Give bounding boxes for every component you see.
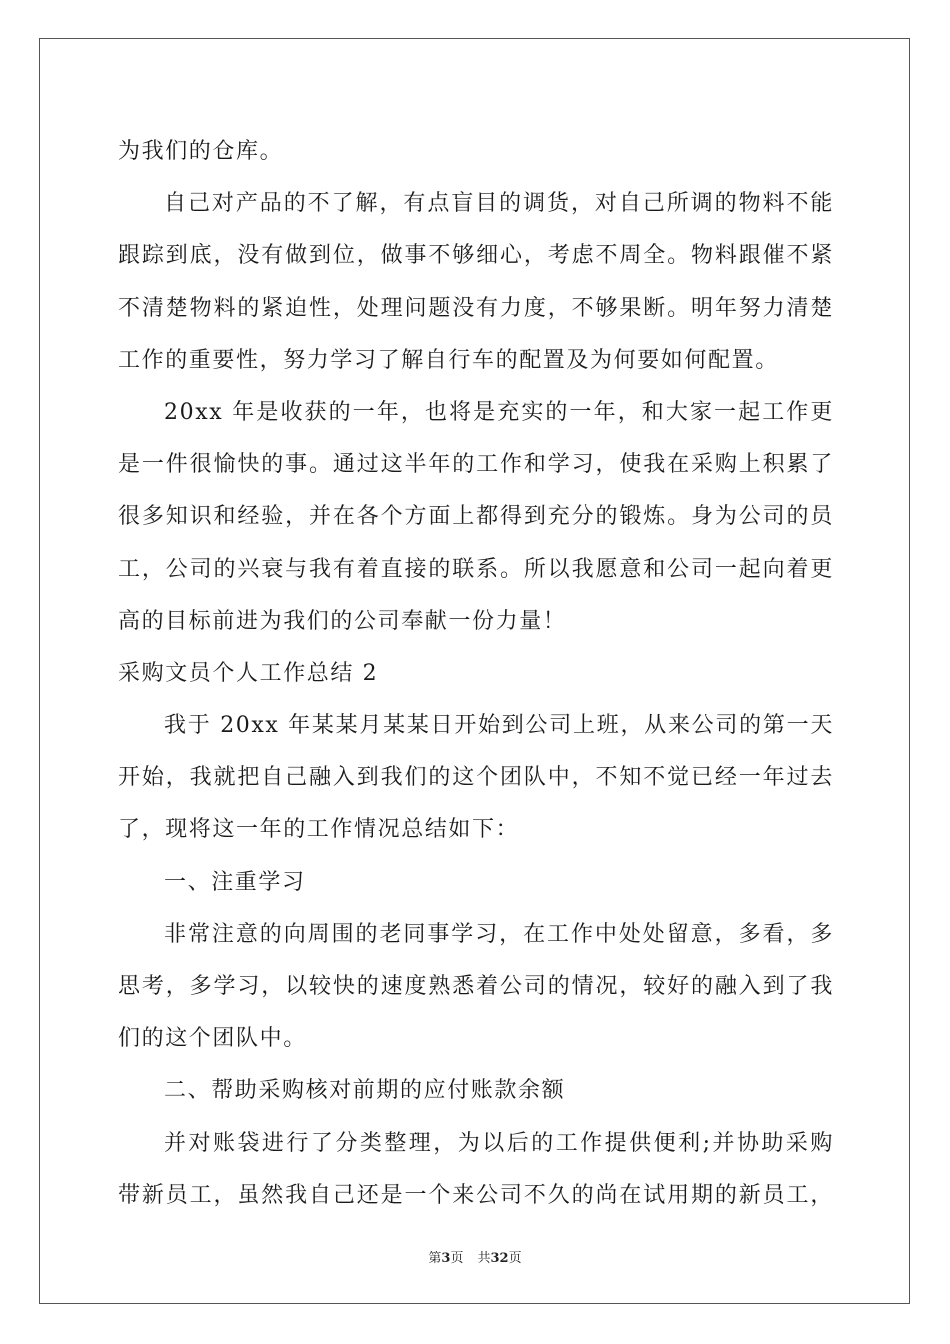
text-line: 非常注意的向周围的老同事学习，在工作中处处留意，多看，多 — [164, 921, 834, 947]
text-line: 二、帮助采购核对前期的应付账款余额 — [164, 1078, 566, 1104]
page-number: 3 — [441, 1251, 451, 1266]
text-line: 思考，多学习，以较快的速度熟悉着公司的情况，较好的融入到了我 — [118, 974, 834, 999]
total-suffix: 页 — [508, 1251, 522, 1266]
text-line: 工，公司的兴衰与我有着直接的联系。所以我愿意和公司一起向着更 — [118, 556, 834, 582]
text-line: 工作的重要性，努力学习了解自行车的配置及为何要如何配置。 — [118, 347, 779, 373]
text-line: 一、注重学习 — [164, 869, 306, 895]
text-line: 20xx 年是收获的一年，也将是充实的一年，和大家一起工作更 — [164, 399, 834, 425]
text-line: 是一件很愉快的事。通过这半年的工作和学习，使我在采购上积累了 — [118, 452, 834, 478]
text-line: 们的这个团队中。 — [118, 1026, 307, 1052]
total-prefix: 共 — [477, 1251, 491, 1266]
text-line: 我于 20xx 年某某月某某日开始到公司上班，从来公司的第一天 — [164, 713, 834, 739]
text-line: 采购文员个人工作总结 2 — [118, 660, 379, 686]
text-line: 开始，我就把自己融入到我们的这个团队中，不知不觉已经一年过去 — [118, 765, 834, 791]
text-line: 为我们的仓库。 — [118, 139, 284, 164]
text-line: 高的目标前进为我们的公司奉献一份力量！ — [118, 608, 567, 634]
page-prefix: 第 — [428, 1251, 442, 1266]
text-line: 并对账袋进行了分类整理，为以后的工作提供便利;并协助采购 — [164, 1130, 834, 1156]
text-line: 很多知识和经验，并在各个方面上都得到充分的锻炼。身为公司的员 — [118, 504, 834, 530]
document-body — [118, 126, 834, 1222]
text-line: 带新员工，虽然我自己还是一个来公司不久的尚在试用期的新员工， — [118, 1182, 834, 1208]
text-line: 不清楚物料的紧迫性，处理问题没有力度，不够果断。明年努力清楚 — [118, 295, 834, 321]
page-suffix: 页 — [450, 1251, 464, 1266]
text-line: 跟踪到底，没有做到位，做事不够细心，考虑不周全。物料跟催不紧 — [118, 243, 834, 269]
text-line: 了，现将这一年的工作情况总结如下： — [118, 817, 520, 843]
total-pages: 32 — [490, 1251, 509, 1266]
page-footer — [0, 1247, 950, 1266]
text-line: 自己对产品的不了解，有点盲目的调货，对自己所调的物料不能 — [164, 191, 834, 217]
